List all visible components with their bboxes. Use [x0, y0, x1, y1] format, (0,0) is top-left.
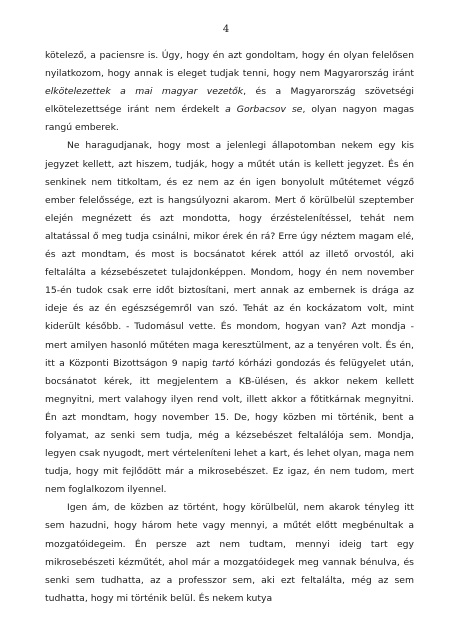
text-segment: , olyan nagyon magas rangú emberek. [45, 104, 414, 134]
paragraph [45, 47, 414, 137]
paragraph [45, 137, 414, 499]
paragraph [45, 499, 414, 608]
text-segment: kórházi gondozás és felügyelet után, bocsánatot kérek, itt megjelentem a KB-ülésen, és akkor nekem kellett megnyitni, mert valahogy ilyen rend volt, illett akkor a főtitkárnak megnyitni. Én azt mondtam, hogy november 15. De, hogy közben mi történik, bent a folyamat, az senki sem tudja, még a kézsebészet feltalálója sem. Mondja, legyen csak nyugodt, mert vérteleníteni lehet a kart, és lehet olyan, maga nem tudja, hogy mit fejlődött már a mikrosebészet. Ez igaz, én nem tudom, mert nem foglalkozom ilyennel. [45, 357, 414, 496]
text-segment: kötelező, a paciensre is. Úgy, hogy én azt gondoltam, hogy én olyan felelősen nyilatkozom, hogy annak is eleget tudjak tenni, hogy nem Magyarország iránt [45, 50, 414, 80]
body-text [45, 47, 414, 608]
italic-text: a Gorbacsov se [225, 104, 303, 116]
text-segment: Igen ám, de közben az történt, hogy körülbelül, nem akarok tényleg itt sem hazudni, hogy három hete vagy mennyi, a műtét előtt megbénultak a mozgatóidegeim. Én persze azt nem tudtam, mennyi ideig tart egy mikrosebészeti kézműtét, ahol már a mozgatóidegek meg vannak bénulva, és senki sem tudhatta, az a professzor sem, aki ezt feltalálta, még az sem tudhatta, hogy mi történik belül. És nekem kutya [45, 502, 414, 604]
text-segment: Ne haragudjanak, hogy most a jelenlegi állapotomban nekem egy kis jegyzet kellett, azt hiszem, tudják, hogy a műtét után is kellett jegyzet. És én senkinek nem titkoltam, és ez nem az én igen bonyolult műtétemet végző ember felelőssége, ezt is hangsúlyozni akarom. Mert ő körülbelül szeptember elején megnézett és azt mondotta, hogy érzéstelenítéssel, tehát nem altatással ő meg tudja csinálni, mikor érek én rá? Erre úgy néztem magam elé, és azt mondtam, és most is bocsánatot kérek attól az illető orvostól, aki feltalálta a kézsebészetet tulajdonképpen. Mondom, hogy én nem november 15-én tudok csak erre időt biztosítani, mert annak az embernek is drága az ideje és az én egészségemről van szó. Tehát az én kockázatom volt, mint kiderült később. - Tudomásul vette. És mondom, hogyan van? Azt mondja - mert amilyen hasonló műtéten maga keresztülment, az a tenyéren volt. És én, itt a Központi Bizottságon 9 napig [45, 140, 414, 369]
italic-text: tartó [212, 357, 235, 369]
italic-text: elkötelezettek a mai magyar vezetők [45, 86, 244, 98]
page-number: 4 [222, 24, 230, 35]
text-segment: , és a Magyarország szövetségi elkötelezettsége iránt nem érdekelt [45, 86, 414, 116]
